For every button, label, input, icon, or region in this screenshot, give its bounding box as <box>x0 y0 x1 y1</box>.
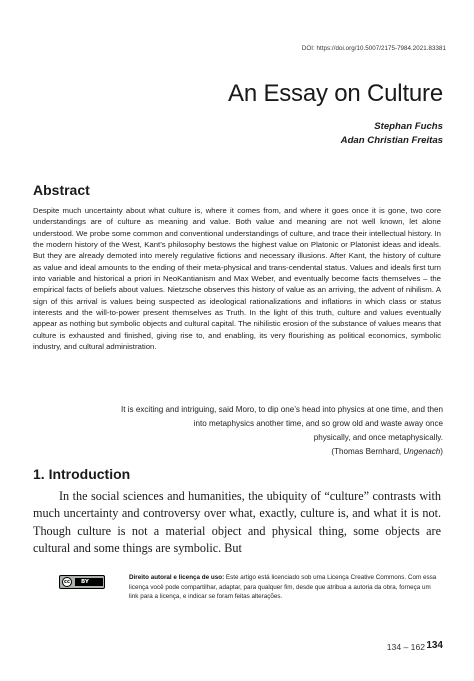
author-list <box>341 120 443 148</box>
cc-icon: cc <box>62 577 72 587</box>
license-body: Este artigo está licenciado sob uma Licença Creative Commons. Com essa licença você pode compartilhar, adaptar, para qualquer fim, desde que atribua a autoria da obra, forneça um link para a licença, e indicar se foram feitas alterações. <box>129 574 437 600</box>
page-range: 134 – 162 <box>386 642 425 652</box>
epigraph-attribution <box>23 445 443 459</box>
abstract-body: Despite much uncertainty about what culture is, where it comes from, and where it goes once it is gone, two core understandings are of culture as meaning and value. Both value and meaning are not well known, let alone understood. We probe some common and conventional understandings of culture, and trace their intellectual history. In the modern history of the West, Kant’s philosophy bestows the highest value on Platonic or Platonist ideas and ideals. But they are already demoted into merely regulative fictions and necessary illusions. After Kant, the history of culture as value and ideal amounts to the ending of their meta-physical and trans-cendental status. Values and ideals first turn into variable and historical a priori in NeoKantianism and Max Weber, and eventually become facts themselves – the empirical facts of beliefs about values. Nietzsche observes this history of value as an arriving, the advent of nihilism. A sign of this arrival is values being suspected as ideological rationalizations and inflations in which class or status interests and the will-to-power present themselves as Truth. In the light of this truth, culture and values eventually appear as nothing but symbolic objects and cultural capital. The nihilistic erosion of the substance of values means that culture is exhausted and finished, giving rise to, and enabling, its very flourishing as political economics, symbolic industry, and cultural administration. <box>33 206 441 352</box>
attribution-prefix: (Thomas Bernhard, <box>331 447 404 456</box>
page-number: 134 <box>426 640 443 651</box>
epigraph-line: into metaphysics another time, and so grow old and waste away once <box>193 419 443 428</box>
by-label: BY <box>81 579 89 585</box>
epigraph-line: It is exciting and intriguing, said Moro, to dip one’s head into physics at one time, and then <box>121 405 443 414</box>
introduction-body: In the social sciences and humanities, the ubiquity of “culture” contrasts with much uncertainty and controversy over what, exactly, culture is, and what it is not. Though culture is not a material object and physical thing, some objects are cultural and some things are symbolic. But <box>33 489 441 556</box>
doi-line[interactable]: DOI: https://doi.org/10.5007/2175-7984.2021.83381 <box>301 45 446 52</box>
epigraph <box>23 403 443 459</box>
license-heading: Direito autoral e licença de uso: <box>129 574 225 581</box>
author-name: Adan Christian Freitas <box>340 135 443 146</box>
author-name: Stephan Fuchs <box>374 121 443 132</box>
attribution-suffix: ) <box>440 447 443 456</box>
article-title: An Essay on Culture <box>228 80 443 107</box>
attribution-work: Ungenach <box>403 447 441 456</box>
epigraph-line: physically, and once metaphysically. <box>313 433 443 442</box>
license-text <box>129 573 439 602</box>
introduction-heading: 1. Introduction <box>33 466 131 482</box>
abstract-heading: Abstract <box>33 182 90 198</box>
license-box <box>59 573 439 611</box>
badge-bar <box>75 578 103 586</box>
cc-by-license-icon[interactable] <box>59 575 105 589</box>
